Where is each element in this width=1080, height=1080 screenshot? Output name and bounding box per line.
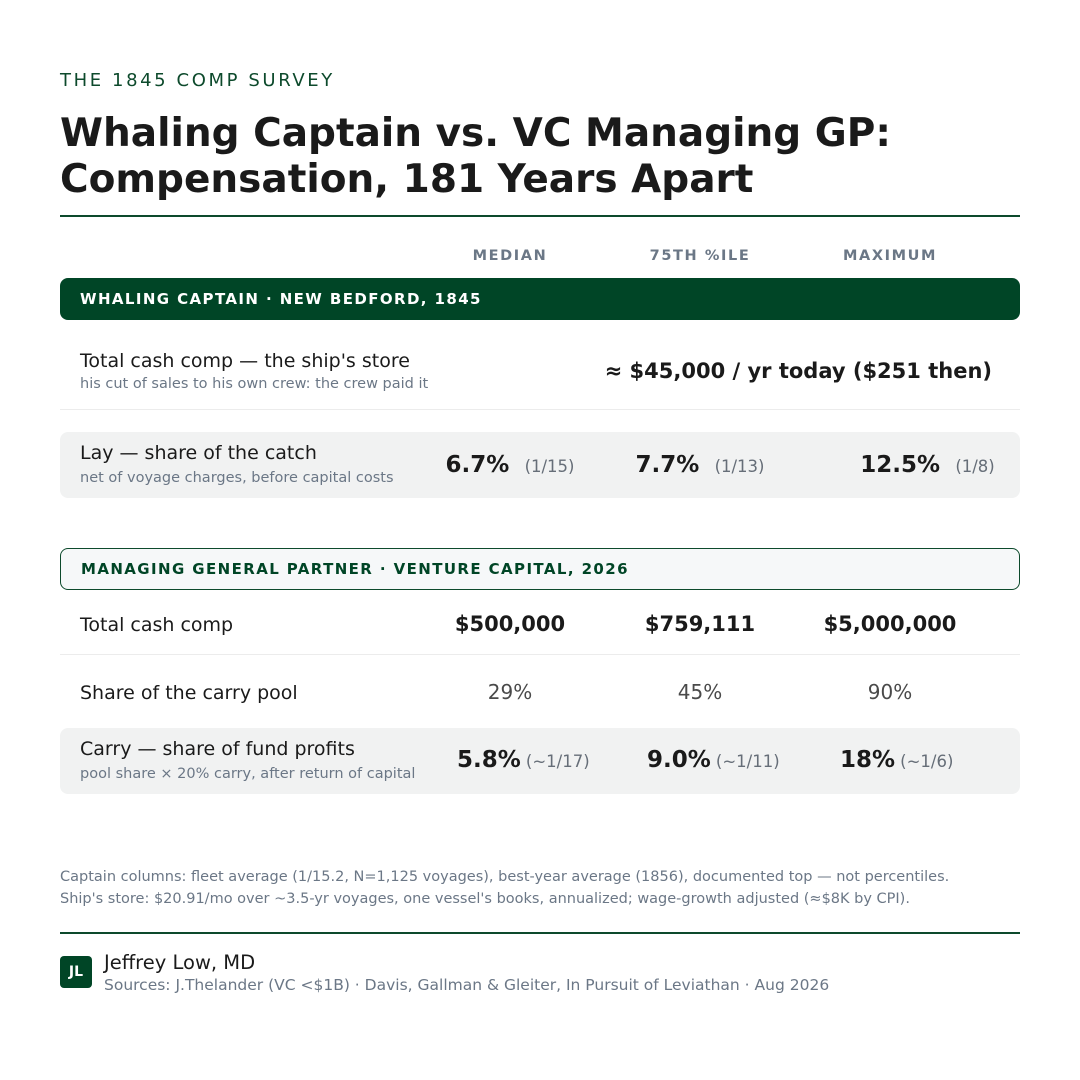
avatar: JL: [60, 956, 92, 988]
lay-max-cell: [835, 452, 1020, 478]
carry-75th-fraction: (~1/11): [715, 752, 780, 771]
carry-max-cell: [840, 747, 1010, 773]
eyebrow: THE 1845 COMP SURVEY: [60, 70, 335, 91]
lay-max-pct: 12.5%: [860, 452, 941, 478]
footnote-captain-columns: Captain columns: fleet average (1/15.2, N=1,125 voyages), best-year average (1856), documented top — not percentiles.: [60, 869, 950, 885]
page-title: [60, 111, 1020, 203]
row-divider: [60, 409, 1020, 410]
row-label: Total cash comp: [80, 614, 234, 636]
row-label: Carry — share of fund profits: [80, 738, 355, 760]
title-line-1: Whaling Captain vs. VC Managing GP:: [60, 111, 891, 156]
carry-median-fraction: (~1/17): [525, 752, 590, 771]
carry-max-pct: 18%: [840, 747, 896, 773]
row-sublabel: net of voyage charges, before capital costs: [80, 470, 394, 486]
carry-median-pct: 5.8%: [457, 747, 521, 773]
column-header-median: MEDIAN: [472, 248, 548, 264]
lay-median-fraction: (1/15): [524, 457, 575, 476]
carry-75th-cell: [647, 747, 827, 773]
carry-75th-pct: 9.0%: [647, 747, 711, 773]
lay-max-fraction: (1/8): [955, 457, 995, 476]
pool-75th: 45%: [677, 680, 723, 704]
store-value: ≈ $45,000 / yr today ($251 then): [604, 359, 992, 383]
row-label: Lay — share of the catch: [80, 442, 317, 464]
pool-max: 90%: [867, 680, 913, 704]
footnote-ship-store: Ship's store: $20.91/mo over ~3.5-yr voyages, one vessel's books, annualized; wage-growth adjusted (≈$8K by CPI).: [60, 891, 910, 907]
author-name: Jeffrey Low, MD: [104, 951, 256, 974]
lay-75th-fraction: (1/13): [714, 457, 765, 476]
sources-line: Sources: J.Thelander (VC <$1B) · Davis, Gallman & Gleiter, In Pursuit of Leviathan · Aug 2026: [104, 976, 830, 994]
row-sublabel: pool share × 20% carry, after return of capital: [80, 766, 416, 782]
cash-max: $5,000,000: [823, 612, 957, 636]
column-header-maximum: MAXIMUM: [842, 248, 938, 264]
row-divider: [60, 654, 1020, 655]
section-band-gp: MANAGING GENERAL PARTNER · VENTURE CAPITAL, 2026: [60, 548, 1020, 590]
row-sublabel: his cut of sales to his own crew: the crew paid it: [80, 376, 429, 392]
section-band-captain: WHALING CAPTAIN · NEW BEDFORD, 1845: [60, 278, 1020, 320]
row-label: Share of the carry pool: [80, 682, 298, 704]
lay-median-pct: 6.7%: [445, 452, 510, 478]
cash-median: $500,000: [454, 612, 566, 636]
cash-75th: $759,111: [644, 612, 756, 636]
pool-median: 29%: [487, 680, 533, 704]
column-header-75th: 75TH %ILE: [649, 248, 751, 264]
carry-median-cell: [457, 747, 637, 773]
bottom-rule: [60, 932, 1020, 934]
lay-median-cell: [420, 452, 600, 478]
row-label: Total cash comp — the ship's store: [80, 350, 410, 372]
carry-max-fraction: (~1/6): [900, 752, 954, 771]
lay-75th-cell: [610, 452, 790, 478]
lay-75th-pct: 7.7%: [635, 452, 700, 478]
title-line-2: Compensation, 181 Years Apart: [60, 157, 754, 202]
top-rule: [60, 215, 1020, 217]
